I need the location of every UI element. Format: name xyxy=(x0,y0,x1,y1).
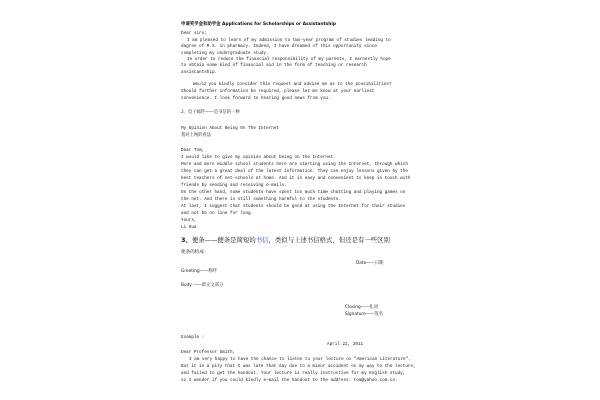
note-date-label: Date——日期 xyxy=(356,261,384,266)
email-closing: Yours, xyxy=(181,218,197,223)
example-body-line: I am very happy to have the chance to listen to your lecture on "American Literature". xyxy=(189,357,411,362)
email-title-en: My Opinion About Being On The Internet xyxy=(181,126,279,131)
example-body-line: so I wonder if you could kindly e-mail the handout to the address: tom@yahoo.com.cn. xyxy=(181,378,398,383)
note-signature-label: Signature——签名 xyxy=(345,312,383,317)
note-closing-label: Closing——礼词 xyxy=(345,305,378,310)
email-body-line: the net. And there is still something harmful to the students. xyxy=(181,197,341,202)
section3-subheading: 便条的构成： xyxy=(181,250,209,255)
note-greeting-label: Greeting——称呼 xyxy=(181,269,217,274)
letter1-p1-line: degree of M.S. in pharmacy. Indeed, I have dreamed of this opportunity since xyxy=(181,44,377,49)
section3-heading-text-2: ，类似与上述书信格式，但还是有一些区别 xyxy=(268,236,390,244)
letter1-salutation: Dear sirs: xyxy=(181,31,207,36)
letter1-p3-line: Should further information be required, please let me know at your earliest xyxy=(181,89,375,94)
letter1-p3-line: Would you kindly consider this request and advise me as to the possibilities? xyxy=(193,82,392,87)
letters-link[interactable]: 书信 xyxy=(255,236,269,244)
email-body-line: More and more middle school students here are starting using the Internet, through which xyxy=(181,162,408,167)
example-salutation: Dear Professor Smith, xyxy=(181,350,236,355)
letter1-p2-line: In order to reduce the financial responsibility of my parents, I earnestly hope xyxy=(187,57,391,62)
email-body-line: On the other hand, some students have spent too much time chatting and playing games on xyxy=(181,190,406,195)
email-title-cn: 我对上网的看法 xyxy=(181,133,212,138)
letter1-p3-line: convenience. I look forward to hearing good news from you. xyxy=(181,96,331,101)
email-body-line: At last, I suggest that students should be good at using the Internet for their studies xyxy=(181,204,406,209)
document-title: 申请奖学金和助学金 Applications for Scholarships or Assistantship xyxy=(181,22,337,27)
email-signature: Li Hua xyxy=(181,225,197,230)
email-body-line: I would like to give my opinion about being on the Internet. xyxy=(181,155,336,160)
letter1-p1-line: I am pleased to learn of my admission to two-year program of studies leading to xyxy=(187,38,391,43)
letter1-p2-line: assistantship. xyxy=(181,70,218,75)
email-body-line: best teachers of net-schools at home. And it is easy and convenient to keep in touch with xyxy=(181,176,411,181)
email-body-line: and not be on line for long. xyxy=(181,211,254,216)
section3-heading xyxy=(181,236,390,244)
note-body-label: Body ——即正文部分 xyxy=(181,283,224,288)
section3-heading-number: 3、 xyxy=(181,236,192,244)
letter1-p1-line: completing my undergraduate study. xyxy=(181,51,269,56)
example-body-line: and failed to get the handout. Your lecture is really instructive for my English study, xyxy=(181,371,406,376)
example-body-line: But it is a pity that I was late that day due to a minor accident on my way to the lecture, xyxy=(181,364,416,369)
email-salutation: Dear Tom, xyxy=(181,148,205,153)
section3-heading-text: 便条——便条是简短的 xyxy=(191,236,256,244)
email-body-line: friends by sending and receiving e-mails. xyxy=(181,183,287,188)
example-label: Example : xyxy=(181,335,205,340)
email-body-line: they can get a great deal of the latest information. They can enjoy lessons given by the xyxy=(181,169,408,174)
section2-heading: 2、电子邮件——是书信的一种 xyxy=(181,110,240,115)
letter1-p2-line: to obtain some kind of financial aid in the form of teaching or research xyxy=(181,63,367,68)
example-date: April 22, 2011 xyxy=(327,342,364,347)
